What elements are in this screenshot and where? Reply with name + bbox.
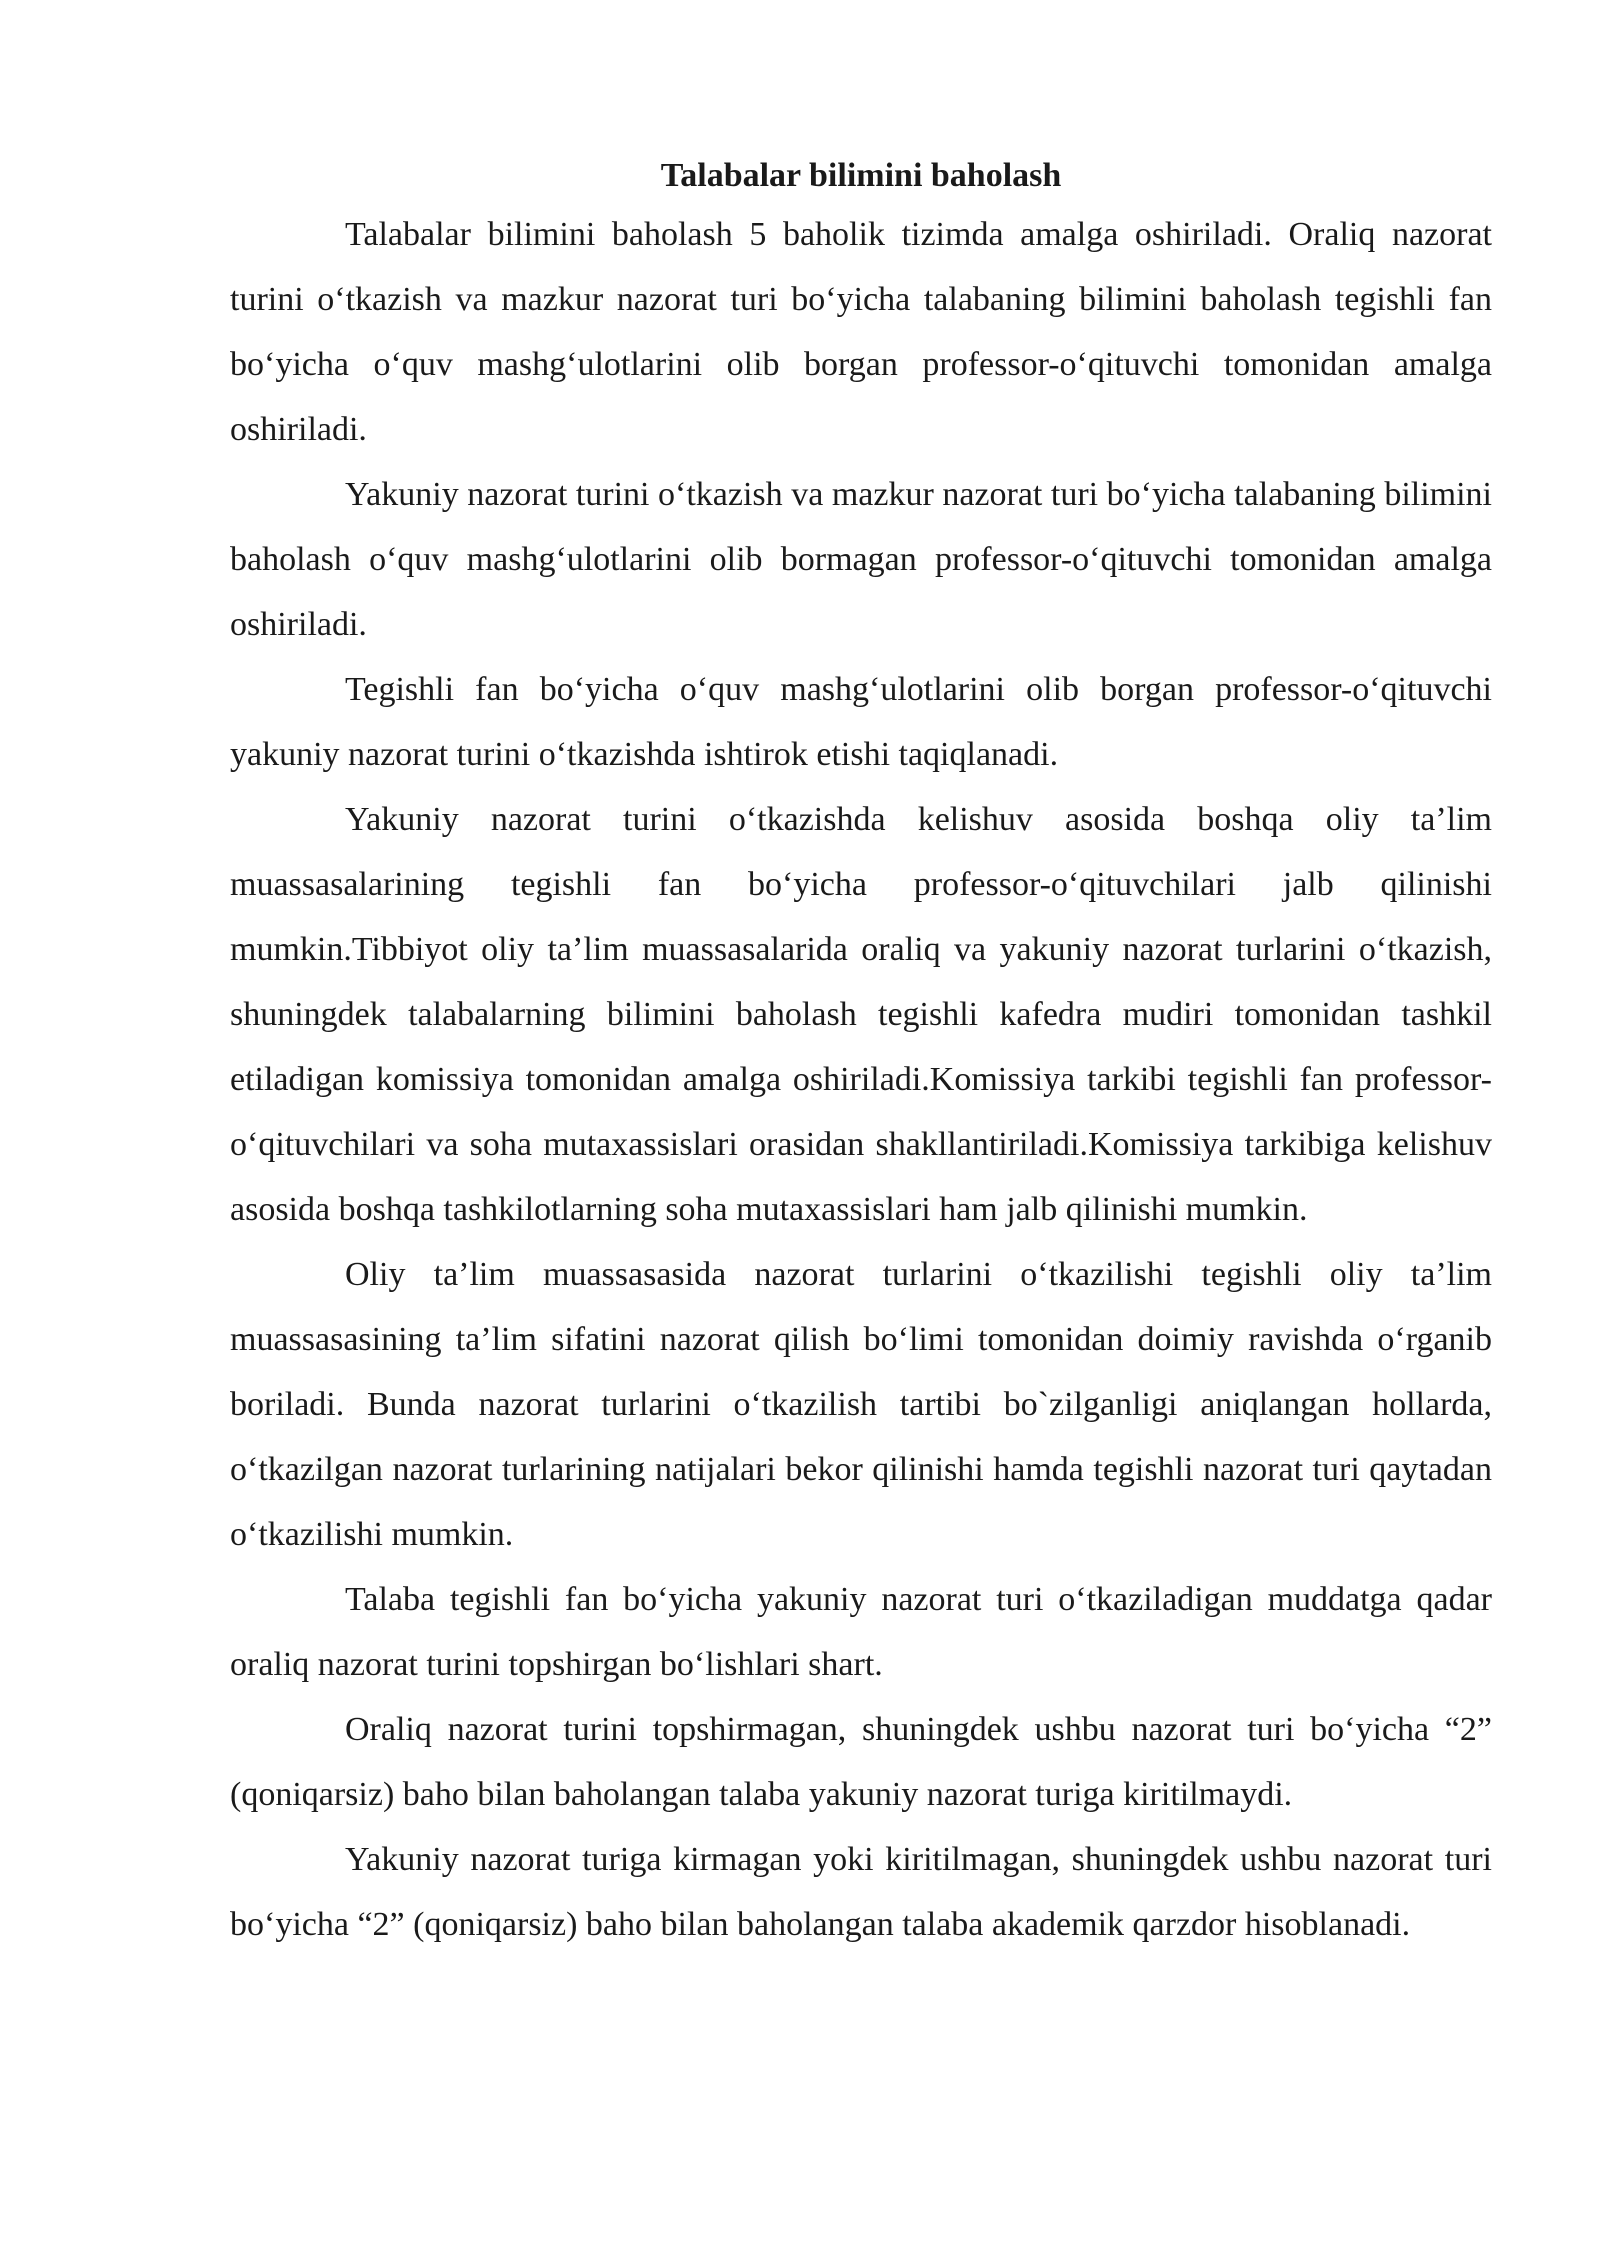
document-title: Talabalar bilimini baholash xyxy=(660,157,1062,194)
paragraph-admission: Oraliq nazorat turini topshirmagan, shuningdek ushbu nazorat turi bo‘yicha “2” (qoniqarsiz) baho bilan baholangan talaba yakuniy nazorat turiga kiritilmaydi. xyxy=(230,1711,1492,1813)
document-body xyxy=(230,150,1492,1957)
paragraph-academic-debt: Yakuniy nazorat turiga kirmagan yoki kiritilmagan, shuningdek ushbu nazorat turi bo‘yicha “2” (qoniqarsiz) baho bilan baholangan talaba akademik qarzdor hisoblanadi. xyxy=(230,1841,1492,1943)
paragraph-grading-system: Talabalar bilimini baholash 5 baholik tizimda amalga oshiriladi. Oraliq nazorat turini o‘tkazish va mazkur nazorat turi bo‘yicha talabaning bilimini baholash tegishli fan bo‘yicha o‘quv mashg‘ulotlarini olib borgan professor-o‘qituvchi tomonidan amalga oshiriladi. xyxy=(230,216,1492,448)
paragraph-quality-control: Oliy ta’lim muassasasida nazorat turlarini o‘tkazilishi tegishli oliy ta’lim muassasasining ta’lim sifatini nazorat qilish bo‘limi tomonidan doimiy ravishda o‘rganib boriladi. Bunda nazorat turlarini o‘tkazilish tartibi bo`zilganligi aniqlangan hollarda, o‘tkazilgan nazorat turlarining natijalari bekor qilinishi hamda tegishli nazorat turi qaytadan o‘tkazilishi mumkin. xyxy=(230,1256,1492,1553)
paragraph-final-control: Yakuniy nazorat turini o‘tkazish va mazkur nazorat turi bo‘yicha talabaning bilimini baholash o‘quv mashg‘ulotlarini olib bormagan professor-o‘qituvchi tomonidan amalga oshiriladi. xyxy=(230,476,1492,643)
paragraph-deadline: Talaba tegishli fan bo‘yicha yakuniy nazorat turi o‘tkaziladigan muddatga qadar oraliq nazorat turini topshirgan bo‘lishlari shart. xyxy=(230,1581,1492,1683)
paragraph-teacher-prohibition: Tegishli fan bo‘yicha o‘quv mashg‘ulotlarini olib borgan professor-o‘qituvchi yakuniy nazorat turini o‘tkazishda ishtirok etishi taqiqlanadi. xyxy=(230,671,1492,773)
paragraph-commission: Yakuniy nazorat turini o‘tkazishda kelishuv asosida boshqa oliy ta’lim muassasalarining tegishli fan bo‘yicha professor-o‘qituvchilari jalb qilinishi mumkin.Tibbiyot oliy ta’lim muassasalarida oraliq va yakuniy nazorat turlarini o‘tkazish, shuningdek talabalarning bilimini baholash tegishli kafedra mudiri tomonidan tashkil etiladigan komissiya tomonidan amalga oshiriladi.Komissiya tarkibi tegishli fan professor-o‘qituvchilari va soha mutaxassislari orasidan shakllantiriladi.Komissiya tarkibiga kelishuv asosida boshqa tashkilotlarning soha mutaxassislari ham jalb qilinishi mumkin. xyxy=(230,801,1492,1228)
